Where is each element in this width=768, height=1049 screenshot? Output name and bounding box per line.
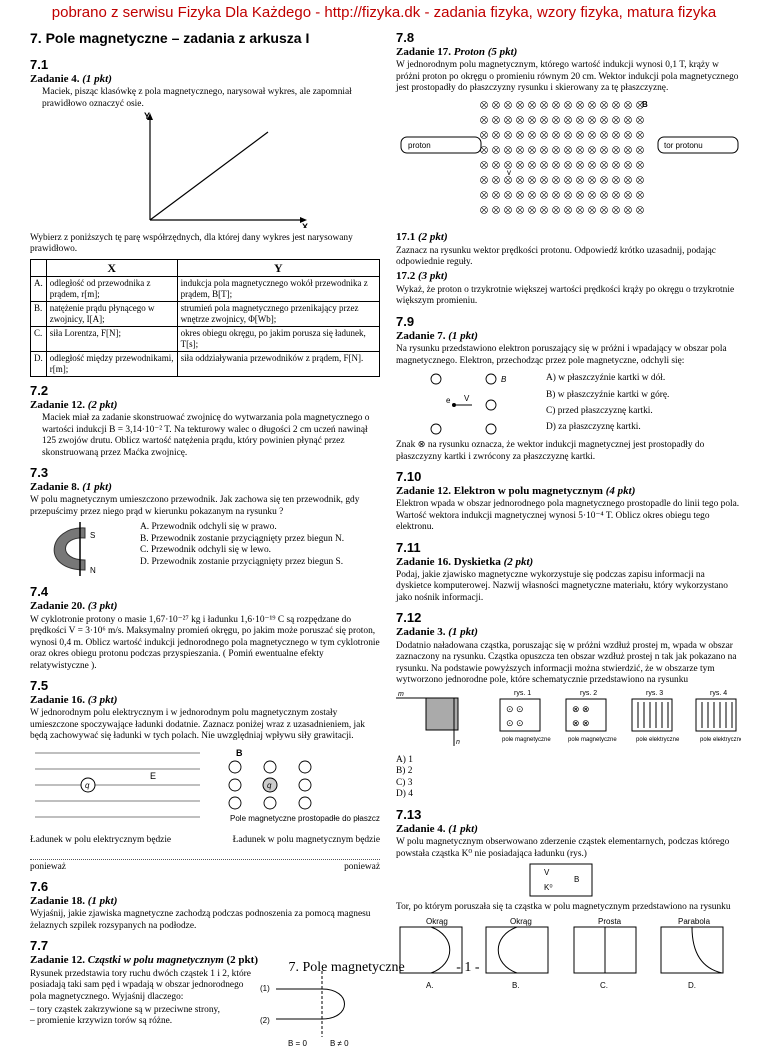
electron-figure [396,369,741,439]
task-heading [30,895,380,908]
task-points: (3 pkt) [87,600,118,613]
svg-text:C.: C. [600,980,608,990]
x-axis-label: X [302,222,309,229]
option-a [400,917,462,990]
list-item: – tory cząstek zakrzywione są w przeciwne strony, [30,1004,220,1015]
task-heading [396,823,741,836]
answer-labels [30,835,380,846]
because-label: ponieważ [30,861,66,872]
path-label-2: (2) [260,1015,270,1025]
site-header: pobrano z serwisu Fizyka Dla Każdego - http://fizyka.dk - zadania fizyka, wzory fizyka, matura fizyka [51,4,717,21]
section-number: 7.12 [396,610,422,626]
section-number: 7.4 [30,584,49,600]
cell-y: indukcja pola magnetycznego wokół przewodnika z prądem, B[T]; [177,277,379,302]
electron-label: e [446,396,451,406]
electron [452,403,456,407]
fig-caption: pole magnetyczne [502,737,551,744]
option: B) w płaszczyźnie kartki w górę. [546,389,670,400]
task-label: Zadanie 7. [396,329,446,342]
subtask-text: Wykaż, że proton o trzykrotnie większej wartości prędkości krąży po okręgu o trzykrotnie większym promieniu. [396,284,735,307]
cell-y: siła oddziaływania przewodników z prądem, F[N]. [177,352,379,377]
task-title: Proton [453,45,485,58]
cross-circle-icon: ⊗ [417,439,426,451]
task-text: Rysunek przedstawia tory ruchu dwóch cząstek 1 i 2, które posiadają taki sam pęd i wpadają w obszar jednorodnego pola magnetycznego. Wyjaśnij dlaczego: [30,968,251,1002]
section-number: 7.6 [30,879,49,895]
section-number: 7.9 [396,313,415,329]
option: C) przed płaszczyznę kartki. [546,405,653,416]
left-column [30,30,380,1049]
task-points: (1 pkt) [87,894,118,907]
horseshoe-magnet [30,520,130,578]
task-label: Zadanie 16. [30,693,86,706]
b-label: B [574,875,580,884]
cell-x: odległość między przewodnikami, r[m]; [46,352,177,377]
b-label: B [501,375,507,385]
y-axis-label: Y [144,111,151,122]
task-label: Zadanie 12. [30,398,86,411]
task-label: Zadanie 20. [30,600,86,613]
option: A) w płaszczyźnie kartki w dół. [546,373,666,384]
subtask-points: (2 pkt) [418,231,448,244]
task-heading [30,481,380,494]
page-number: - 1 - [456,960,480,975]
task-text: Maciek, pisząc klasówkę z pola magnetycznego, narysował wykres, ale zapomniał prawidłowo oznaczyć osie. [42,87,352,109]
rys-1 [500,690,540,731]
task-points: (5 pkt) [487,45,518,58]
table-corner [31,259,47,277]
option: A. Przewodnik odchyli się w prawo. [140,522,277,533]
v-label: V [544,868,550,877]
svg-text:⊙ ⊙: ⊙ ⊙ [506,704,524,715]
task-label: Zadanie 18. [30,894,86,907]
task-heading [396,626,741,639]
k0-label: K⁰ [544,883,553,892]
footer-title: 7. Pole magnetyczne [288,960,405,975]
svg-text:D.: D. [688,980,696,990]
task-question: Tor, po którym poruszała się ta cząstka w polu magnetycznym przedstawiono na rysunku [396,902,731,913]
task-text: W polu magnetycznym umieszczono przewodnik. Jak zachowa się ten przewodnik, gdy przepuścimy przez niego prąd w kierunku pokazanym na rysunku ? [30,495,360,517]
section-number: 7.1 [30,57,49,73]
answer-table [30,259,380,377]
velocity-label: V [464,394,470,404]
task-label: Zadanie 3. [396,626,446,639]
task-heading [30,600,380,613]
task-heading [30,73,380,86]
cross-grid [481,101,644,213]
magnet-figure [30,520,380,578]
fig-caption: pole elektryczne [700,737,741,744]
task-text: Podaj, jakie zjawisko magnetyczne wykorzystuje się podczas zapisu informacji na dyskietce komputerowej. Nazwij własności magnetyczne materiału, który wykorzystano jako nośnik informacji. [396,569,728,603]
section-number: 7.3 [30,465,49,481]
cross-grid [431,374,496,434]
task-points: (1 pkt) [448,626,478,639]
e-label: E [150,770,157,781]
charge-label: q [267,780,272,790]
table-row [31,352,380,377]
b-label: B [236,747,243,758]
task-heading [30,694,380,707]
task-text: Dodatnio naładowana cząstka, poruszając się w próżni wzdłuż prostej m, wpada w obszar zaznaczony na rysunku. Cząstka opuszcza ten obszar wzdłuż prostej n tak jak pokazano na rysunku. Na podstawie powyższych informacji można stwierdzić, że w obszarze tym wytworzono jednorodne pole, które schematycznie przedstawiono na rysunku [396,640,737,685]
proton-figure [396,97,741,227]
task-label: Zadanie 12. [30,954,86,967]
orbit-label: tor protonu [664,140,703,150]
svg-text:⊗ ⊗: ⊗ ⊗ [572,704,590,715]
task-text: Elektron wpada w obszar jednorodnego pola magnetycznego prostopadle do linii tego pola. Wartość wektora indukcji magnetycznej wynosi 5·10⁻⁴ T. Oblicz okres obiegu tego elektronu. [396,499,740,533]
fig-caption: pole elektryczne [636,737,680,744]
answer-option: A) 1 [396,754,413,765]
svg-text:B.: B. [512,980,520,990]
task-label: Zadanie 12. Elektron w polu magnetycznym [396,484,603,497]
task-points: (1 pkt) [82,481,112,494]
xy-graph [30,110,380,228]
cell-y: strumień pola magnetycznego przenikający przez wnętrze zwojnicy, Φ[Wb]; [177,302,379,327]
svg-text:rys. 1: rys. 1 [514,690,532,698]
table-row [31,277,380,302]
task-title: Cząstki w polu magnetycznym [87,954,224,967]
because-label: ponieważ [344,861,380,872]
list-item: – promienie krzywizn torów są różne. [30,1016,173,1027]
task-text: Wyjaśnij, jakie zjawiska magnetyczne zachodzą podczas podnoszenia za pomocą magnesu żelaznych szpilek rozsypanych na podłodze. [30,909,371,931]
pole-n-label: N [90,566,96,576]
task-text: W jednorodnym polu magnetycznym, którego wartość indukcji wynosi 0,1 T, krąży w próżni proton po okręgu o promieniu równym 20 cm. Wektor indukcji pola magnetycznego jest prostopadły do płaszczyzny rysunku i skierowany za tę płaszczyznę. [396,60,739,94]
column-header: X [46,259,177,277]
option-d [661,917,723,990]
section-number: 7.8 [396,30,415,45]
electric-answer-label: Ładunek w polu elektrycznym będzie [30,835,172,846]
subtask-text: Zaznacz na rysunku wektor prędkości protonu. Odpowiedź krótko uzasadnij, podając odpowiednie reguły. [396,245,716,268]
n-label: n [456,739,460,747]
page-title: 7. Pole magnetyczne – zadania z arkusza I [30,30,310,46]
svg-text:Okrąg: Okrąg [426,916,448,926]
section-number: 7.7 [30,938,49,954]
task-points: (2 pkt) [87,398,118,411]
task-heading [396,556,741,569]
svg-text:Prosta: Prosta [598,916,622,926]
section-number: 7.11 [396,539,421,555]
task-body [30,969,380,1049]
task-label: Zadanie 4. [30,72,80,85]
path-label-1: (1) [260,983,270,993]
graph-line [150,132,268,220]
row-letter: D. [31,352,47,377]
section-number: 7.2 [30,383,49,399]
rys-3 [632,690,672,731]
symbol-note: Znak ⊗ na rysunku oznacza, że wektor indukcji magnetycznej jest prostopadły do płaszczyzny kartki i zwrócony za płaszczyznę kartki. [396,439,705,462]
b-nonzero-label: B ≠ 0 [330,1038,349,1048]
svg-text:rys. 3: rys. 3 [646,690,664,698]
task-points: (3 pkt) [87,693,118,706]
option-b [486,917,548,990]
task-heading [396,330,741,343]
svg-text:⊙ ⊙: ⊙ ⊙ [506,718,524,729]
row-letter: B. [31,302,47,327]
option: D) za płaszczyznę kartki. [546,422,641,433]
because-labels [30,862,380,873]
field-figure [30,745,380,831]
path-1 [276,989,345,1019]
field-box [530,864,592,896]
svg-text:A.: A. [426,980,434,990]
task-text: Maciek miał za zadanie skonstruować zwojnicę do wytwarzania pola magnetycznego o wartości indukcji B = 3,14·10⁻² T. Na tekturowy walec o długości 2 cm uczeń nawinął 125 zwojów drutu. Oblicz wartość natężenia prądu, który powinien płynąć przez skonstruowaną przez Maćka zwojnicę. [42,413,370,458]
task-label: Zadanie 17. [396,45,452,58]
subtask-points: (3 pkt) [418,270,448,283]
svg-text:rys. 2: rys. 2 [580,690,598,698]
electron-diagram [396,369,546,439]
option: D. Przewodnik zostanie przyciągnięty przez biegun S. [140,556,344,567]
cell-x: odległość od przewodnika z prądem, r[m]; [46,277,177,302]
task-text: W cyklotronie protony o masie 1,67·10⁻²⁷ kg i ładunku 1,6·10⁻¹⁹ C są rozpędzane do prędkości V = 3·10⁶ m/s. Maksymalny promień okręgu, po jakim może poruszać się proton, wynosi 0,4 m. Oblicz wartość indukcji jednorodnego pola magnetycznego w tym cyklotronie oraz okres obiegu protonu podczas przyspieszania. ( Pomiń ewentualne efekty relatywistyczne ). [30,614,380,671]
task-text: Na rysunku przedstawiono elektron poruszający się w próżni i wpadający w obszar pola magnetycznego. Elektron, przechodząc przez pole magnetyczne, odchyli się: [396,344,727,366]
svg-text:Parabola: Parabola [678,916,711,926]
m-label: m [398,691,404,699]
answer-option: C) 3 [396,777,413,788]
row-letter: C. [31,327,47,352]
task-text: W polu magnetycznym obserwowano zderzenie cząstek elementarnych, podczas którego powstała cząstka K⁰ nie posiadająca ładunku (rys.) [396,837,730,859]
rys-4 [696,690,736,731]
k0-options [396,916,741,992]
option: C. Przewodnik odchyli się w lewo. [140,545,271,556]
particle-paths [260,969,378,1049]
pole-s-label: S [90,531,96,541]
section-number: 7.10 [396,468,422,484]
row-letter: A. [31,277,47,302]
page-footer [0,960,768,976]
section-number: 7.13 [396,806,422,822]
fig-caption: pole magnetyczne [568,737,617,744]
answer-option: D) 4 [396,789,413,800]
proton-label: proton [408,140,431,150]
answer-line [30,849,380,860]
svg-text:⊗ ⊗: ⊗ ⊗ [572,718,590,729]
subtask-label: 17.2 [396,270,416,283]
cell-x: natężenie prądu płynącego w zwojnicy, I[A]; [46,302,177,327]
answer-option: B) 2 [396,766,413,777]
subtask-heading [396,231,741,244]
task-question: Wybierz z poniższych tę parę współrzędnych, dla której dany wykres jest narysowany prawidłowo. [30,232,353,255]
task-points: (2 pkt) [503,555,534,568]
svg-text:rys. 4: rys. 4 [710,690,728,698]
task-points: (4 pkt) [605,484,636,497]
task-text: W jednorodnym polu elektrycznym i w jednorodnym polu magnetycznym zostały umieszczone spoczywające ładunki dodatnie. Zaznacz poniżej wraz z uzasadnieniem, jak będą zachowywać się ładunki w tych polach. Nie uwzględniaj wpływu siły grawitacji. [30,708,365,742]
option-c [574,917,636,990]
field-region [426,698,458,730]
rys-2 [566,690,606,731]
task-label: Zadanie 4. [396,822,446,835]
cell-x: siła Lorentza, F[N]; [46,327,177,352]
b-label: B [642,99,648,109]
task-points: (1 pkt) [82,72,112,85]
task-points: (1 pkt) [448,822,478,835]
field-caption: Pole magnetyczne prostopadłe do płaszcz [230,813,380,823]
task-points: (1 pkt) [448,329,478,342]
task-heading [396,46,741,59]
field-options-figure [396,688,741,750]
charge-label: q [85,780,90,790]
v-label: v [507,167,511,177]
right-column [396,30,741,996]
subtask-label: 17.1 [396,231,416,244]
task-label: Zadanie 16. Dyskietka [396,555,501,568]
task-heading [30,399,380,412]
option: B. Przewodnik zostanie przyciągnięty przez biegun N. [140,533,345,544]
task-heading [396,485,741,498]
magnetic-answer-label: Ładunek w polu magnetycznym będzie [232,835,380,846]
task-label: Zadanie 8. [30,481,80,494]
table-row [31,327,380,352]
k0-figure [396,862,741,898]
section-number: 7.5 [30,678,49,694]
column-header: Y [177,259,379,277]
subtask-heading [396,270,741,283]
svg-text:Okrąg: Okrąg [510,916,532,926]
b-zero-label: B = 0 [288,1038,307,1048]
cell-y: okres obiegu okręgu, po jakim porusza się ładunek, T[s]; [177,327,379,352]
table-row [31,302,380,327]
electric-field-lines [35,753,200,817]
task-points: (2 pkt) [226,954,258,967]
